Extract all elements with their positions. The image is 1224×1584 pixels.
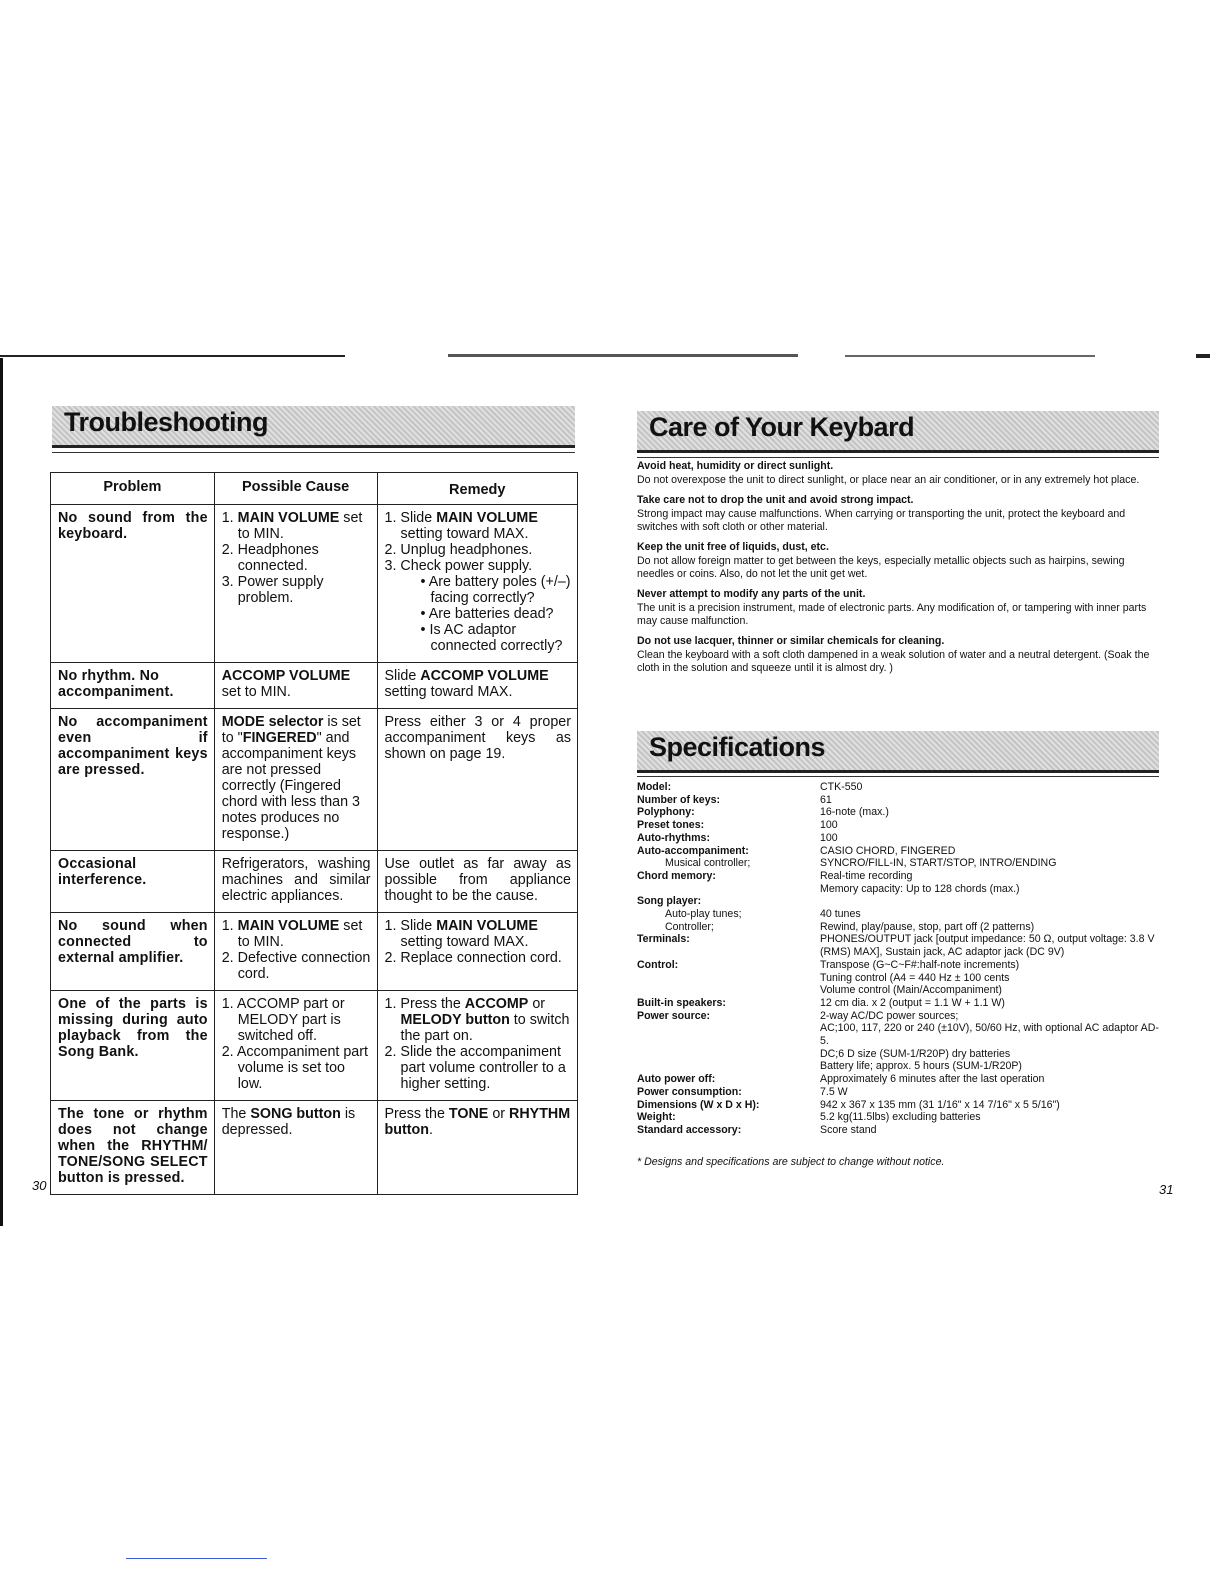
specs-banner [637,731,1159,773]
spec-value-line: 12 cm dia. x 2 (output = 1.1 W + 1.1 W) [820,996,1005,1009]
problem-cell: No rhythm. No accompaniment. [51,663,215,709]
spec-value-line: 61 [820,793,832,806]
remedy-subitem: • Is AC adaptor connected correctly? [420,622,563,654]
spec-label: Auto-play tunes; [665,908,742,921]
remedy-cell: Use outlet as far away as possible from appliance thought to be the cause. [377,851,578,913]
spec-row [637,895,1167,908]
care-item: Keep the unit free of liquids, dust, etc. Do not allow foreign matter to get between the keys, especially metallic objects such as hairpins, sewing needles or coins. Also, do not let the unit get wet. [637,541,1125,580]
spec-value [820,857,1167,870]
spec-value-line: Memory capacity: Up to 128 chords (max.) [820,882,1020,895]
spec-value [820,1111,1167,1124]
spec-value [820,908,1167,921]
remedy-cell: Slide ACCOMP VOLUME setting toward MAX. [377,663,578,709]
spec-label: Model: [637,781,672,793]
troubleshooting-table [50,472,578,1195]
spec-label: Number of keys: [637,793,721,806]
spec-label: Dimensions (W x D x H): [637,1098,760,1111]
spec-row [637,1010,1167,1074]
spec-row [637,921,1167,934]
spec-value-line: 40 tunes [820,908,861,921]
remedy-item: 1. Slide MAIN VOLUME setting toward MAX. [384,918,538,950]
spec-label: Polyphony: [637,806,695,819]
spec-value-line: SYNCRO/FILL-IN, START/STOP, INTRO/ENDING [820,857,1057,870]
spec-value-line: 100 [820,819,838,832]
spec-value-line: Volume control (Main/Accompaniment) [820,984,1002,997]
spec-value [820,794,1167,807]
spec-row [637,845,1167,858]
spec-label: Musical controller; [665,857,751,870]
top-rule-right [845,355,1095,357]
top-rule-mid [448,354,798,357]
spec-value [820,921,1167,934]
spec-value-line: PHONES/OUTPUT jack [output impedance: 50 Ω, output voltage: 3.8 V (RMS) MAX], Sustain jack, AC adaptor jack (DC 9V) [820,933,1155,959]
spec-row [637,1099,1167,1112]
spec-row [637,819,1167,832]
spec-value [820,870,1167,895]
spec-value [820,1010,1167,1074]
page-spine [0,358,3,1226]
spec-label: Auto power off: [637,1073,716,1086]
table-row [51,663,578,709]
cause-item: 1. ACCOMP part or MELODY part is switched off. [221,996,345,1044]
spec-label: Power source: [637,1009,711,1022]
header-cause: Possible Cause [214,473,377,505]
cause-item: 2. Headphones connected. [221,542,319,574]
bottom-link-line [126,1558,267,1559]
remedy-item: 2. Slide the accompaniment part volume controller to a higher setting. [384,1044,566,1092]
spec-value [820,959,1167,997]
problem-cell: No sound from the keyboard. [51,505,215,663]
table-row [51,991,578,1101]
spec-value [820,832,1167,845]
spec-row [637,857,1167,870]
page-number-right: 31 [1159,1182,1174,1197]
spec-row [637,1111,1167,1124]
care-item: Do not use lacquer, thinner or similar chemicals for cleaning. Clean the keyboard with a soft cloth dampened in a weak solution of water and a neutral detergent. (Soak the cloth in the solution and squeeze until it is almost dry. ) [637,635,1150,674]
spec-label: Weight: [637,1111,676,1124]
spec-value [820,997,1167,1010]
cause-cell [214,505,377,663]
table-row [51,505,578,663]
spec-label: Chord memory: [637,869,716,882]
spec-label: Controller; [665,920,714,933]
troubleshooting-banner [52,406,575,448]
top-rule-end [1196,354,1210,358]
remedy-subitem: • Are batteries dead? [420,606,554,622]
table-row [51,1101,578,1195]
spec-value-line: DC;6 D size (SUM-1/R20P) dry batteries [820,1047,1011,1060]
spec-row [637,997,1167,1010]
remedy-item: 1. Slide MAIN VOLUME setting toward MAX. [384,510,538,542]
cause-cell [214,913,377,991]
care-item: Take care not to drop the unit and avoid strong impact. Strong impact may cause malfunctions. When carrying or transporting the unit, protect the keyboard and switches with soft cloth or other material. [637,494,1126,533]
remedy-subitem: • Are battery poles (+/–) facing correctly? [420,574,571,606]
spec-value [820,781,1167,794]
spec-value-line: 100 [820,831,838,844]
spec-row [637,794,1167,807]
cause-cell: MODE selector is set to "FINGERED" and accompaniment keys are not pressed correctly (Fingered chord with less than 3 notes produces no response.) [214,709,377,851]
problem-cell: Occasional interference. [51,851,215,913]
spec-value [820,895,1167,908]
remedy-cell: Press the TONE or RHYTHM button. [377,1101,578,1195]
spec-value-line: Tuning control (A4 = 440 Hz ± 100 cents [820,971,1010,984]
spec-label: Control: [637,958,679,971]
cause-item: 1. MAIN VOLUME set to MIN. [221,918,363,950]
spec-value-line: Rewind, play/pause, stop, part off (2 patterns) [820,920,1035,933]
specs-list [637,781,1167,1137]
spec-value-line: 7.5 W [820,1085,848,1098]
spec-value-line: Score stand [820,1123,877,1136]
spec-label: Preset tones: [637,819,705,832]
cause-item: 2. Defective connection cord. [221,950,371,982]
remedy-cell [377,991,578,1101]
header-problem: Problem [51,473,215,505]
spec-label: Terminals: [637,933,690,946]
troubleshooting-title: Troubleshooting [64,407,268,437]
spec-label: Auto-rhythms: [637,831,710,844]
spec-value-line: 5.2 kg(11.5lbs) excluding batteries [820,1111,981,1124]
remedy-item: 1. Press the ACCOMP or MELODY button to switch the part on. [384,996,570,1044]
specs-title: Specifications [649,732,826,762]
spec-value [820,806,1167,819]
spec-value [820,933,1167,958]
cause-cell: ACCOMP VOLUME set to MIN. [214,663,377,709]
spec-row [637,959,1167,997]
spec-row [637,933,1167,958]
spec-value-line: Battery life; approx. 5 hours (SUM-1/R20P) [820,1060,1022,1073]
spec-row [637,832,1167,845]
spec-row [637,806,1167,819]
problem-cell: No accompaniment even if accompaniment keys are pressed. [51,709,215,851]
spec-label: Song player: [637,895,702,908]
remedy-item: 2. Unplug headphones. [384,542,533,558]
spec-value-line: 942 x 367 x 135 mm (31 1/16" x 14 7/16" x 5 5/16") [820,1098,1060,1111]
spec-value-line: 16-note (max.) [820,806,889,819]
cause-cell [214,991,377,1101]
problem-cell: One of the parts is missing during auto playback from the Song Bank. [51,991,215,1101]
spec-label: Standard accessory: [637,1123,742,1136]
spec-label: Power consumption: [637,1085,742,1098]
table-row [51,913,578,991]
spec-value [820,845,1167,858]
cause-cell: The SONG button is depressed. [214,1101,377,1195]
spec-value [820,1124,1167,1137]
cause-item: 2. Accompaniment part volume is set too low. [221,1044,368,1092]
spec-value-line: CASIO CHORD, FINGERED [820,844,956,857]
spec-row [637,1086,1167,1099]
cause-item: 1. MAIN VOLUME set to MIN. [221,510,363,542]
specs-banner-underline [637,776,1159,777]
remedy-cell [377,505,578,663]
specs-note: * Designs and specifications are subject to change without notice. [637,1156,945,1168]
spec-row [637,870,1167,895]
top-rule-left [0,355,345,357]
table-header-row [51,473,578,505]
spec-value [820,1099,1167,1112]
spec-value-line: Real-time recording [820,869,913,882]
spec-value-line: 2-way AC/DC power sources; [820,1009,959,1022]
spec-row [637,781,1167,794]
cause-cell: Refrigerators, washing machines and similar electric appliances. [214,851,377,913]
care-section [637,460,1163,682]
remedy-item: 2. Replace connection cord. [384,950,562,966]
spec-row [637,1073,1167,1086]
spec-label: Built-in speakers: [637,996,726,1009]
remedy-cell [377,913,578,991]
spec-value-line: Transpose (G~C~F#:half-note increments) [820,958,1020,971]
care-item: Never attempt to modify any parts of the unit. The unit is a precision instrument, made of electronic parts. Any modification of, or tampering with inner parts may cause malfunction. [637,588,1147,627]
care-banner-underline [637,457,1159,458]
spec-row [637,1124,1167,1137]
spec-value [820,1073,1167,1086]
cause-item: 3. Power supply problem. [221,574,324,606]
page-number-left: 30 [32,1178,47,1193]
spec-value-line: AC;100, 117, 220 or 240 (±10V), 50/60 Hz, with optional AC adaptor AD-5. [820,1022,1159,1048]
troubleshooting-banner-underline [52,452,575,453]
spec-value-line: Approximately 6 minutes after the last operation [820,1073,1045,1086]
care-item: Avoid heat, humidity or direct sunlight. Do not overexpose the unit to direct sunlight, or place near an air conditioner, or in any extremely hot place. [637,460,1140,486]
spec-row [637,908,1167,921]
remedy-item: 3. Check power supply. • Are battery poles (+/–) facing correctly? • Are batteries dead? • Is AC adaptor connected correctly? [384,558,571,654]
spec-value-line: CTK-550 [820,781,863,793]
care-title: Care of Your Keybard [649,412,915,442]
table-row [51,851,578,913]
spec-value [820,1086,1167,1099]
spec-value-line [820,895,1167,908]
problem-cell: The tone or rhythm does not change when the RHYTHM/ TONE/SONG SELECT button is pressed. [51,1101,215,1195]
spec-label: Auto-accompaniment: [637,844,749,857]
header-remedy: Remedy [377,473,578,505]
table-row [51,709,578,851]
care-banner [637,411,1159,453]
problem-cell: No sound when connected to external amplifier. [51,913,215,991]
spec-value [820,819,1167,832]
remedy-cell: Press either 3 or 4 proper accompaniment keys as shown on page 19. [377,709,578,851]
